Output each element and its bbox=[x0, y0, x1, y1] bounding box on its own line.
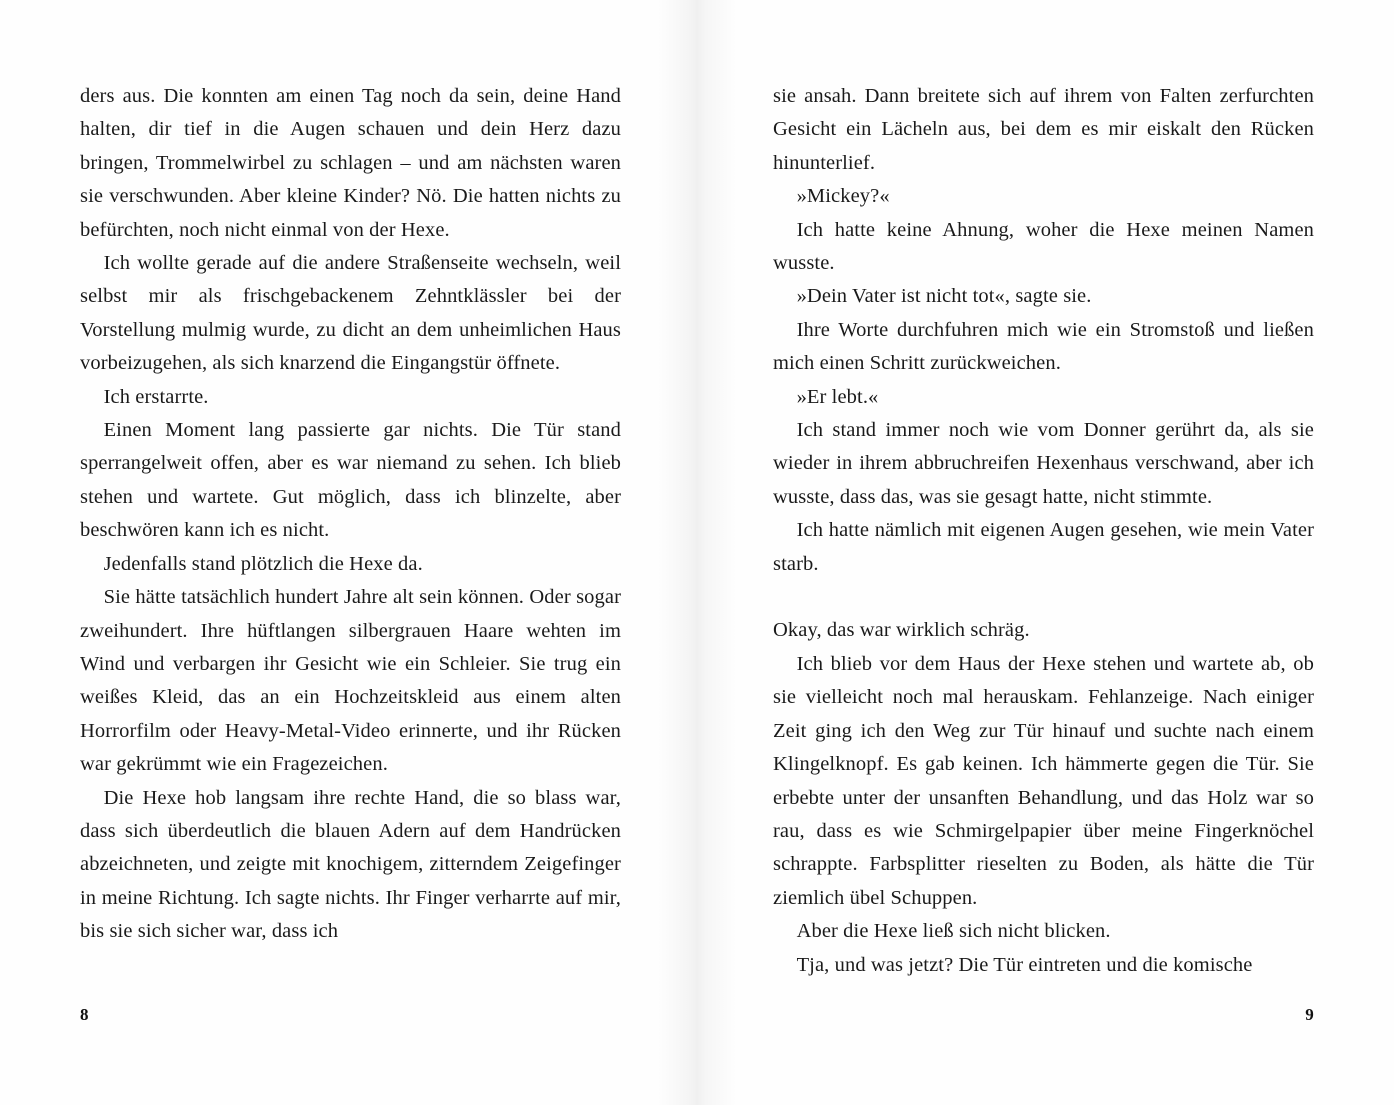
paragraph: Ich wollte gerade auf die andere Straßenseite wechseln, weil selbst mir als frischgebackenem Zehntklässler bei der Vorstellung mulmig wurde, zu dicht an dem unheimlichen Haus vorbeizugehen, als sich knarzend die Eingangstür öffnete. bbox=[80, 252, 621, 375]
left-page-text-block bbox=[80, 80, 621, 949]
page-number-left: 8 bbox=[80, 1005, 89, 1024]
paragraph: Tja, und was jetzt? Die Tür eintreten und die komische bbox=[796, 953, 1253, 976]
right-page-text-block bbox=[773, 80, 1314, 982]
paragraph: sie ansah. Dann breitete sich auf ihrem von Falten zerfurchten Gesicht ein Lächeln aus, bei dem es mir eiskalt den Rücken hinunterlief. bbox=[773, 85, 1314, 174]
paragraph: Ich blieb vor dem Haus der Hexe stehen und wartete ab, ob sie vielleicht noch mal herauskam. Fehlanzeige. Nach einiger Zeit ging ich den Weg zur Tür hinauf und suchte nach einem Klingelknopf. Es gab keinen. Ich hämmerte gegen die Tür. Sie erbebte unter der unsanften Behandlung, und das Holz war so rau, dass es wie Schmirgelpapier über meine Fingerknöchel schrappte. Farbsplitter rieselten zu Boden, als hätte die Tür ziemlich übel Schuppen. bbox=[773, 652, 1314, 909]
paragraph: Okay, das war wirklich schräg. bbox=[773, 619, 1030, 642]
right-page bbox=[697, 0, 1394, 1105]
paragraph: Ich hatte keine Ahnung, woher die Hexe meinen Namen wusste. bbox=[773, 218, 1314, 275]
paragraph: Einen Moment lang passierte gar nichts. Die Tür stand sperrangelweit offen, aber es war niemand zu sehen. Ich blieb stehen und wartete. Gut möglich, dass ich blinzelte, aber beschwören kann ich es nicht. bbox=[80, 419, 621, 542]
paragraph: »Er lebt.« bbox=[796, 385, 879, 408]
paragraph: Sie hätte tatsächlich hundert Jahre alt sein können. Oder sogar zweihundert. Ihre hüftlangen silbergrauen Haare wehten im Wind und verbargen ihr Gesicht wie ein Schleier. Sie trug ein weißes Kleid, das an ein Hochzeitskleid aus einem alten Horrorfilm oder Heavy-Metal-Video erinnerte, und ihr Rücken war gekrümmt wie ein Fragezeichen. bbox=[80, 586, 621, 776]
paragraph: ders aus. Die konnten am einen Tag noch da sein, deine Hand halten, dir tief in die Augen schauen und dein Herz dazu bringen, Trommelwirbel zu schlagen – und am nächsten waren sie verschwunden. Aber kleine Kinder? Nö. Die hatten nichts zu befürchten, noch nicht einmal von der Hexe. bbox=[80, 85, 621, 241]
paragraph: Ich hatte nämlich mit eigenen Augen gesehen, wie mein Vater starb. bbox=[773, 519, 1314, 575]
paragraph: Ihre Worte durchfuhren mich wie ein Stromstoß und ließen mich einen Schritt zurückweichen. bbox=[773, 318, 1314, 375]
paragraph: Ich erstarrte. bbox=[103, 385, 209, 408]
paragraph: Die Hexe hob langsam ihre rechte Hand, die so blass war, dass sich überdeutlich die blauen Adern auf dem Handrücken abzeichneten, und zeigte mit knochigem, zitterndem Zeigefinger in meine Richtung. Ich sagte nichts. Ihr Finger verharrte auf mir, bis sie sich sicher war, dass ich bbox=[80, 786, 621, 943]
paragraph: Jedenfalls stand plötzlich die Hexe da. bbox=[103, 552, 423, 575]
paragraph: Aber die Hexe ließ sich nicht blicken. bbox=[796, 920, 1111, 943]
page-number-right: 9 bbox=[1305, 1005, 1314, 1024]
paragraph: »Dein Vater ist nicht tot«, sagte sie. bbox=[796, 285, 1092, 308]
paragraph: »Mickey?« bbox=[796, 185, 890, 208]
paragraph: Ich stand immer noch wie vom Donner gerührt da, als sie wieder in ihrem abbruchreifen Hexenhaus verschwand, aber ich wusste, dass das, was sie gesagt hatte, nicht stimmte. bbox=[773, 419, 1314, 508]
